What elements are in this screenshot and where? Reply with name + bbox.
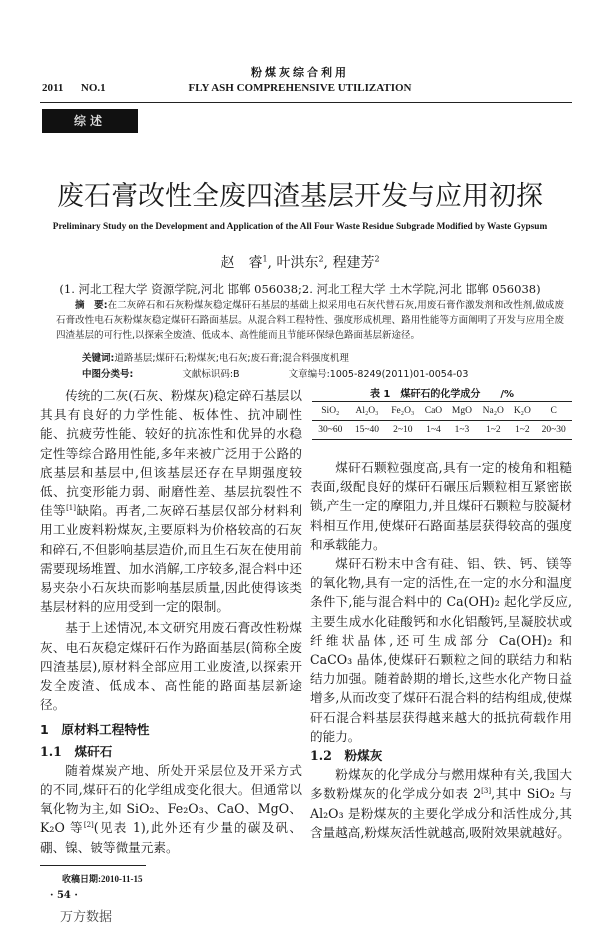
subsection-heading: 1.1 煤矸石 [40,743,113,759]
abstract-label: 摘 要: [75,300,108,311]
article-number: 文章编号:1005-8249(2011)01-0054-03 [288,369,469,380]
table-header-row [312,402,572,421]
author: 赵 睿 [220,255,263,271]
body-paragraph: 煤矸石颗粒强度高,具有一定的棱角和粗糙表面,级配良好的煤矸石碾压后颗粒相互紧密嵌锁,产生一定的摩阻力,并且煤矸石颗粒与胶凝材料相互作用,使煤矸石路面基层获得较高的强度和承载能力。 [310,460,572,552]
author-affiliation-mark: 2 [374,254,380,264]
table-header-cell: Na₂O [477,402,509,421]
author: 程建芳 [332,255,375,271]
citation: [1] [66,504,76,513]
keywords-label: 关键词: [82,353,115,364]
issue-label: 2011 NO.1 [42,82,106,94]
abstract [56,298,564,343]
text: (见表 1),此外还有少量的碳及矾、硼、镍、铍等微量元素。 [40,820,302,855]
composition-table [312,401,572,440]
paper-title-en: Preliminary Study on the Development and Application of the All Four Waste Residue Subgrade Modified by Waste Gypsum [52,222,548,232]
table-caption: 表 1 煤矸石的化学成分 /% [369,389,515,400]
affiliation: (1. 河北工程大学 资源学院,河北 邯郸 056038;2. 河北工程大学 土木学院,河北 邯郸 056038) [59,282,541,296]
paper-title: 废石膏改性全废四渣基层开发与应用初探 [57,181,543,212]
section-heading: 1 原材料工程特性 [40,722,150,738]
received-date: 收稿日期:2010-11-15 [62,873,143,884]
page-number: · 54 · [50,889,78,901]
author-list: 赵 睿$^1$, 叶洪东$^2$, 程建芳$^2$ [220,254,380,271]
citation: [3] [481,787,492,796]
right-column [310,458,572,842]
page-footer [40,865,302,925]
table-cell: 15~40 [349,421,386,440]
journal-name-en: FLY ASH COMPREHENSIVE UTILIZATION [188,82,412,94]
table-header-cell: MgO [447,402,477,421]
table-cell: 1~3 [447,421,477,440]
table-cell: 1~2 [477,421,509,440]
table-header-cell: C [535,402,572,421]
text: 传统的二灰(石灰、粉煤灰)稳定碎石基层以其具有良好的力学性能、板体性、抗冲刷性能、抗疲劳性能、较好的抗冻性和优异的水稳定性等综合路用性能,多年来被广泛用于公路的底基层和基层中,但该基层还存在早期强度较低、抗变形能力弱、耐磨性差、基层抗裂性不佳等 [40,388,302,519]
table-cell: 1~2 [509,421,535,440]
text: 缺陷。再者,二灰碎石基层仅部分材料利用工业废料粉煤灰,主要原料为价格较高的石灰和碎石,不但影响基层造价,而且生石灰在使用前需要现场堆置、加水消解,工序较多,混合料中还易夹杂小石灰块而影响基层质量,因此使得该类基层材料的应用受到一定的限制。 [40,503,303,615]
subsection-heading: 1.2 粉煤灰 [310,748,383,764]
table-cell: 30~60 [312,421,349,440]
section-badge: 综述 [42,109,138,133]
keywords [82,350,349,364]
table-row [312,421,572,440]
doc-code: 文献标识码:B [182,369,240,380]
body-paragraph [310,765,572,842]
table-header-cell: K₂O [509,402,535,421]
journal-name-cn: 粉煤灰综合利用 [251,66,349,79]
table-header-cell: SiO₂ [312,402,349,421]
watermark: 万方数据 [60,909,113,925]
text: 粉煤灰的化学成分与燃用煤种有关,我国大多数粉煤灰的化学成分如表 2 [310,767,572,802]
abstract-text: 在二灰碎石和石灰粉煤灰稳定煤矸石基层的基础上拟采用电石灰代替石灰,用废石膏作激发剂和改性剂,做成废石膏改性电石灰粉煤灰稳定煤矸石路面基层。从混合料工程特性、强度形成机理、路用性能等方面阐明了开发与应用全废四渣基层的可行性,以探索全废渣、低成本、高性能而且节能环保绿色路面基层新途径。 [56,300,564,341]
text: ,其中 SiO₂ 与 Al₂O₃ 是粉煤灰的主要化学成分和活性成分,其含量越高,粉煤灰活性就越高,吸附效果就越好。 [310,786,572,840]
clc-label: 中图分类号: [82,369,134,380]
header-rule [40,102,572,103]
table-cell: 1~4 [420,421,446,440]
table-header-cell: Al₂O₃ [349,402,386,421]
body-paragraph: 煤矸石粉末中含有硅、铝、铁、钙、镁等的氧化物,具有一定的活性,在一定的水分和温度条件下,能与混合料中的 Ca(OH)₂ 起化学反应,主要生成水化硅酸钙和水化铝酸钙,呈凝胶状或纤维状晶体,还可生成部分 Ca(OH)₂ 和 CaCO₃ 晶体,使煤矸石颗粒之间的联结力和粘结力加强。随着龄期的增长,这些水化产物日益增多,从而改变了煤矸石混合料的结构组成,使煤矸石混合料基层获得越来越大的抵抗荷载作用的能力。 [310,556,572,744]
keywords-text: 道路基层;煤矸石;粉煤灰;电石灰;废石膏;混合料强度机理 [114,353,349,364]
body-paragraph: 基于上述情况,本文研究用废石膏改性粉煤灰、电石灰稳定煤矸石作为路面基层(简称全废四渣基层),原材料全部应用工业废渣,以探索开发全废渣、低成本、高性能的路面基层新途径。 [40,620,302,713]
left-column [40,386,302,925]
body-paragraph [40,386,302,616]
footnote-rule [40,865,146,866]
table-cell: 2~10 [385,421,420,440]
classification-line [82,366,514,380]
table-header-cell: Fe₂O₃ [385,402,420,421]
citation: [2] [83,821,94,830]
text: 随着煤炭产地、所处开采层位及开采方式的不同,煤矸石的化学组成变化很大。但通常以氧化物为主,如 SiO₂、Fe₂O₃、CaO、MgO、K₂O 等 [40,762,302,836]
author-affiliation-mark: 1 [262,254,268,264]
author: 叶洪东 [276,255,319,271]
body-paragraph [40,761,302,857]
table-cell: 20~30 [535,421,572,440]
author-affiliation-mark: 2 [318,254,324,264]
table-header-cell: CaO [420,402,446,421]
